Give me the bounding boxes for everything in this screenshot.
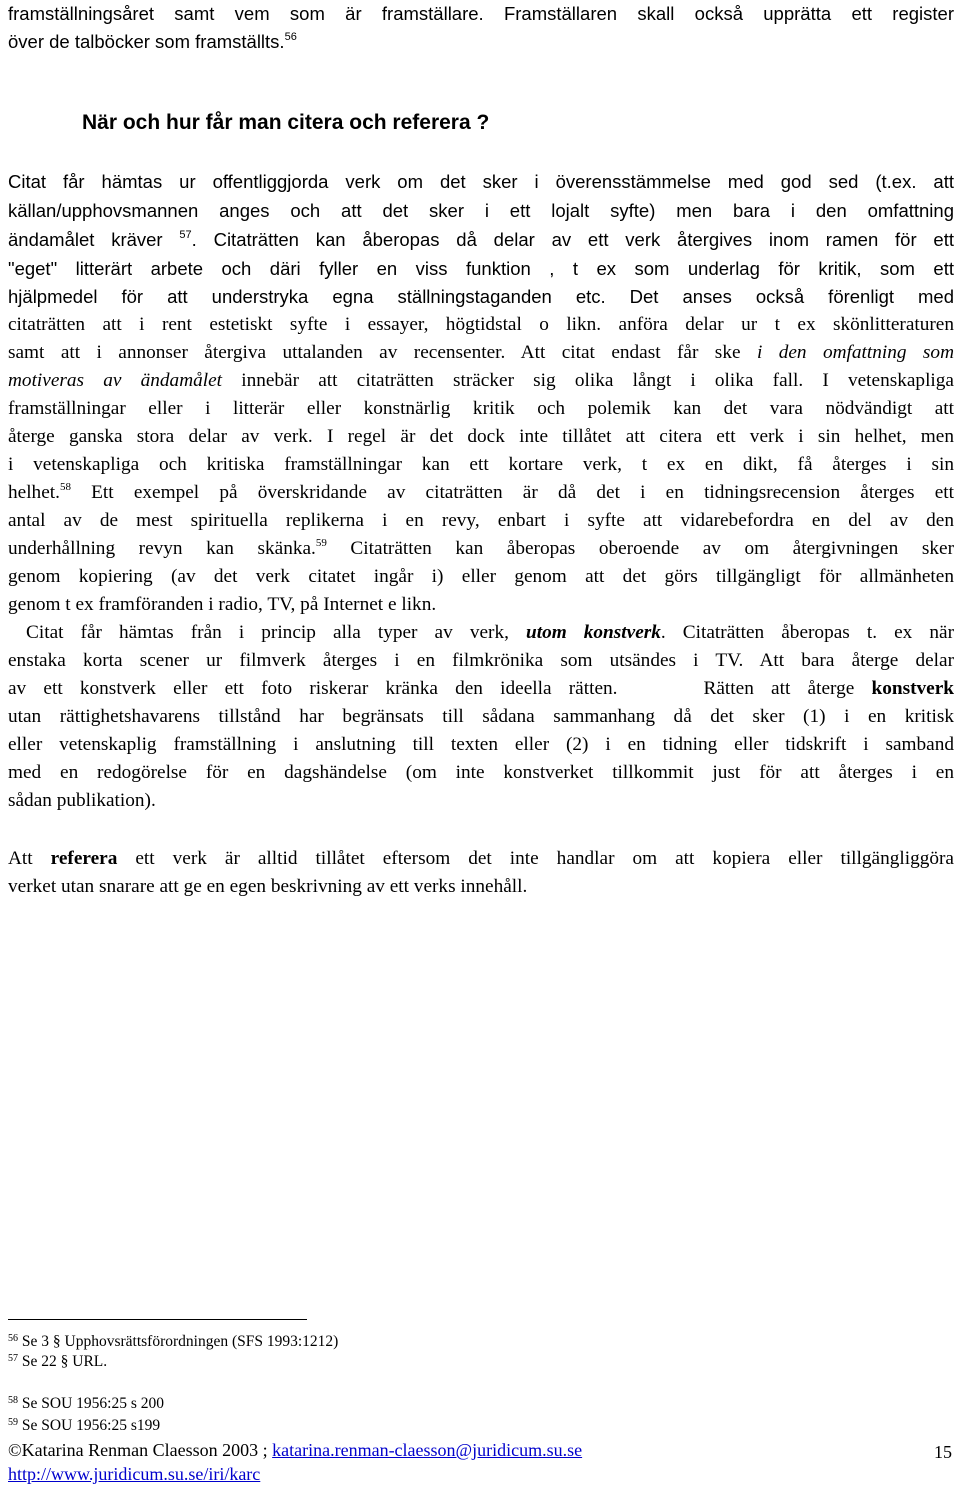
page-footer-url	[8, 1462, 260, 1486]
text-span: enstaka korta scener ur filmverk återges i en filmkrönika som utsändes i TV. Att bara återge delar	[8, 650, 954, 671]
text-line	[8, 226, 954, 254]
text-span: "eget" litterärt arbete och däri fyller en viss funktion , t ex som underlag för kritik, som ett	[8, 258, 954, 279]
emphasis-text: i den omfattning som	[756, 342, 954, 363]
text-line	[8, 873, 954, 901]
text-span: underhållning revyn kan skänka.	[8, 538, 316, 559]
text-span: genom t ex framföranden i radio, TV, på Internet e likn.	[8, 594, 437, 615]
footnote-ref: 56	[284, 31, 297, 43]
page-footer	[8, 1438, 582, 1462]
footnote-number: 57	[8, 1353, 18, 1364]
text-line	[8, 311, 954, 339]
text-span: innebär att citaträtten sträcker sig olika långt i olika fall. I vetenskapliga	[222, 370, 954, 391]
text-span: helhet.	[8, 482, 60, 503]
footnote-text: Se SOU 1956:25 s199	[18, 1417, 161, 1434]
page-number: 15	[934, 1442, 952, 1462]
text-span: utan rättighetshavarens tillstånd har begränsats till sådana sammanhang då det sker (1) i en kritisk	[8, 706, 954, 727]
text-span: med en redogörelse för en dagshändelse (om inte konstverket tillkommit just för att återges i en	[8, 762, 954, 783]
text-span: ändamålet kräver	[8, 229, 180, 250]
footnote-number: 56	[8, 1333, 18, 1344]
text-span: antal av de mest spirituella replikerna i en revy, enbart i syfte att vidarebefordra en del av den	[8, 510, 954, 531]
text-span: framställningar eller i litterär eller konstnärlig kritik och polemik kan det vara nödvändigt att	[8, 398, 954, 419]
text-span: återge ganska stora delar av verk. I regel är det dock inte tillåtet att citera ett verk i sin helhet, men	[8, 426, 954, 447]
copyright-text: ©Katarina Renman Claesson 2003 ;	[8, 1440, 273, 1460]
text-span: hjälpmedel för att understryka egna ställningstaganden etc. Det anses också förenligt med	[8, 286, 954, 307]
text-span: Citaträtten kan åberopas oberoende av om återgivningen sker	[326, 538, 954, 559]
text-line	[8, 197, 954, 225]
footnote	[8, 1352, 107, 1372]
footnote-number: 58	[8, 1395, 18, 1406]
text-line	[8, 787, 954, 815]
text-line	[8, 28, 954, 56]
footnote-number: 59	[8, 1417, 18, 1428]
emphasis-text: referera	[50, 848, 118, 869]
footnote-text: Se 3 § Upphovsrättsförordningen (SFS 1993:1212)	[18, 1333, 339, 1350]
footnote-text: Se 22 § URL.	[18, 1353, 108, 1370]
text-line	[8, 647, 954, 675]
text-line	[8, 845, 954, 873]
text-span: sådan publikation).	[8, 790, 156, 811]
website-link[interactable]: http://www.juridicum.su.se/iri/karc	[8, 1464, 261, 1484]
footnote	[8, 1416, 160, 1436]
text-span: . Citaträtten kan åberopas då delar av ett verk återgives inom ramen för ett	[191, 229, 954, 250]
text-line	[8, 759, 954, 787]
text-span: Ett exempel på överskridande av citaträtten är då det i en tidningsrecension återges ett	[70, 482, 954, 503]
text-span: Att	[8, 848, 51, 869]
emphasis-text: konstverk	[871, 678, 954, 699]
text-line	[8, 423, 954, 451]
text-line	[8, 395, 954, 423]
text-line	[8, 507, 954, 535]
text-span: ett verk är alltid tillåtet eftersom det inte handlar om att kopiera eller tillgängliggöra	[117, 848, 954, 869]
text-span: källan/upphovsmannen anges och att det sker i ett lojalt syfte) men bara i den omfattning	[8, 200, 954, 221]
emphasis-text: motiveras av ändamålet	[8, 370, 223, 391]
footnote-ref: 58	[59, 481, 71, 493]
text-span: eller vetenskaplig framställning i anslutning till texten eller (2) i en tidning eller tidskrift i samband	[8, 734, 954, 755]
footnote-separator	[8, 1319, 307, 1320]
footnote-text: Se SOU 1956:25 s 200	[18, 1395, 164, 1412]
text-span: över de talböcker som framställts.	[8, 31, 285, 52]
footnote-ref: 57	[179, 229, 192, 241]
text-line	[8, 535, 954, 563]
text-line	[8, 675, 954, 703]
text-line	[8, 0, 954, 28]
email-link[interactable]: katarina.renman-claesson@juridicum.su.se	[272, 1440, 583, 1460]
text-span: Citat får hämtas ur offentliggjorda verk om det sker i överensstämmelse med god sed (t.ex. att	[8, 171, 954, 192]
text-line	[8, 283, 954, 311]
text-line	[8, 591, 954, 619]
text-span: samt att i annonser återgiva uttalanden av recensenter. Att citat endast får ske	[8, 342, 757, 363]
text-line	[8, 703, 954, 731]
text-span: av ett konstverk eller ett foto riskerar kränka den ideella rätten. Rätten att återge	[8, 678, 872, 699]
text-line	[8, 255, 954, 283]
footnote-ref: 59	[315, 537, 327, 549]
text-span: framställningsåret samt vem som är framställare. Framställaren skall också upprätta ett register	[8, 3, 954, 24]
text-span: genom kopiering (av det verk citatet ingår i) eller genom att det görs tillgängligt för allmänheten	[8, 566, 954, 587]
text-line	[8, 339, 954, 367]
text-line	[8, 367, 954, 395]
footnote	[8, 1332, 338, 1352]
footnote	[8, 1394, 164, 1414]
section-heading: När och hur får man citera och referera ?	[82, 111, 490, 134]
text-span: citaträtten att i rent estetiskt syfte i essayer, högtidstal o likn. anföra delar ur t ex skönlitteraturen	[8, 314, 954, 335]
text-line	[8, 168, 954, 196]
text-line	[26, 619, 954, 647]
text-span: . Citaträtten åberopas t. ex när	[660, 622, 954, 643]
text-span: i vetenskapliga och kritiska framställningar kan ett kortare verk, t ex en dikt, få återges i sin	[8, 454, 954, 475]
text-line	[8, 479, 954, 507]
text-line	[8, 451, 954, 479]
text-line	[8, 731, 954, 759]
emphasis-text: utom konstverk	[525, 622, 661, 643]
text-span: Citat får hämtas från i princip alla typer av verk,	[26, 622, 526, 643]
text-span: verket utan snarare att ge en egen beskrivning av ett verks innehåll.	[8, 876, 528, 897]
text-line	[8, 563, 954, 591]
